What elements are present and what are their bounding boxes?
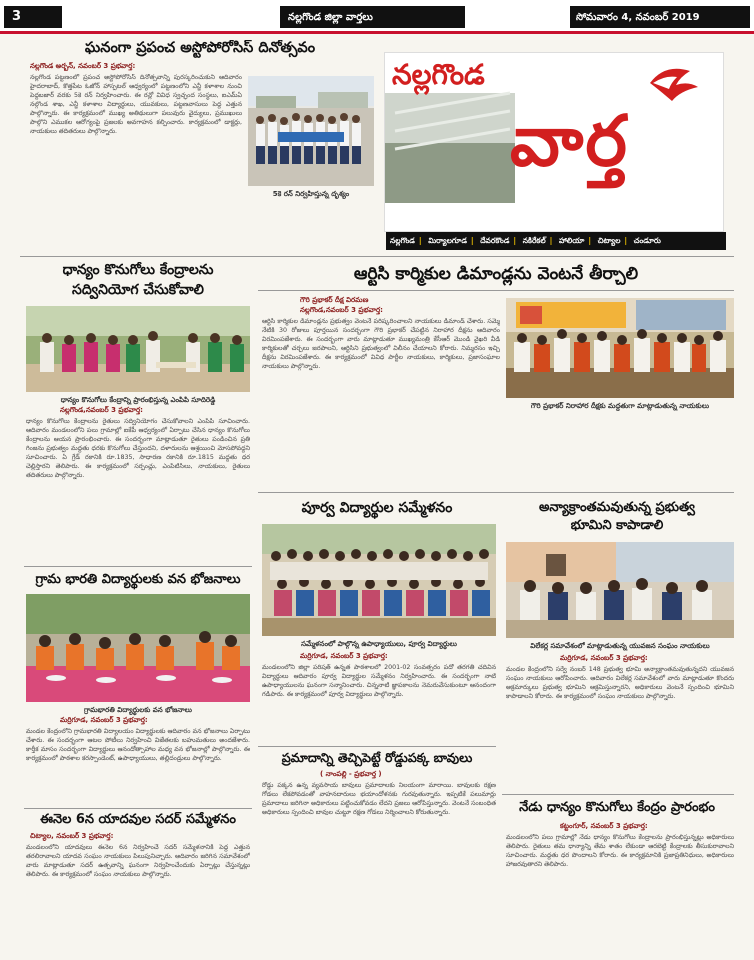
photo-caption: గౌరి ప్రభాకర్ నిరాహార దీక్షకు మద్దతుగా మాట్లాడుతున్న నాయకులు (530, 402, 710, 410)
headline-grain-centres-line2: సద్వినియోగ చేసుకోవాలి (72, 282, 204, 298)
headline-govt-land: అన్యాక్రాంతమవుతున్న ప్రభుత్వ (538, 500, 696, 515)
byline-sub: గౌరి ప్రభాకర్ దీక్ష విరమణ (300, 296, 369, 304)
photo-caption: ధాన్యం కొనుగోలు కేంద్రాన్ని ప్రారంభిస్తున్న ఎంపిపి సూదిరెడ్డి (60, 396, 216, 404)
divider (20, 256, 734, 257)
divider (502, 794, 734, 795)
article-body: మండలంలోని యాదవులు ఈనెల 6న నిర్వహించే సదర్ సమ్మేళనానికి పెద్ద ఎత్తున తరలిరావాలని యాదవ సంఘం నాయకులు పిలుపునిచ్చారు. ఆదివారం జరిగిన సమావేశంలో వారు మాట్లాడుతూ సదర్ ఉత్సవాన్ని ఘనంగా నిర్వహించేందుకు ఏర్పాట్లు చేస్తున్నట్లు తెలిపారు. ఈ కార్యక్రమంలో సంఘం నాయకులు పాల్గొన్నారు. (26, 844, 250, 878)
divider (258, 746, 496, 747)
headline-sadar-sammelanam: ఈనెల 6న యాదవుల సదర్ సమ్మేళనం (40, 812, 236, 827)
article-body: మండలంలోని జిల్లా పరిషత్ ఉన్నత పాఠశాలలో 2001-02 సంవత్సరం పదో తరగతి చదివిన విద్యార్థులు ఆదివారం పూర్వ విద్యార్థుల సమ్మేళనం నిర్వహించారు. ఈ సందర్భంగా నాటి ఉపాధ్యాయులను ఘనంగా సన్మానించారు. చిన్ననాటి జ్ఞాపకాలను నెమరువేసుకుంటూ ఆనందంగా గడిపారు. ఈ కార్యక్రమంలో పూర్వ విద్యార్థులు పాల్గొన్నారు. (262, 664, 496, 698)
picnic-photo (26, 594, 250, 702)
press-meet-photo (506, 542, 734, 638)
article-body: ధాన్యం కొనుగోలు కేంద్రాలను రైతులు సద్వినియోగం చేసుకోవాలని ఎంపిపి సూచించారు. ఆదివారం మండలంలోని పలు గ్రామాల్లో ఐకేపీ ఆధ్వర్యంలో ఏర్పాటు చేసిన ధాన్యం కొనుగోలు కేంద్రాలను ఆయన ప్రారంభించారు. ఈ సందర్భంగా మాట్లాడుతూ రైతులు పండించిన ప్రతి గింజను ప్రభుత్వం మద్దతు ధరకు కొనుగోలు చేస్తుందని, దళారులను ఆశ్రయించి మోసపోవద్దని సూచించారు. ఏ గ్రేడ్ రకానికి రూ.1835, సాధారణ రకానికి రూ.1815 మద్దతు ధర చెల్లిస్తారని తెలిపారు. ఈ కార్యక్రమంలో సర్పంచ్లు, ఎంపిటిసిలు, నాయకులు, రైతులు తదితరులు పాల్గొన్నారు. (26, 418, 250, 479)
issue-date: సోమవారం 4, నవంబర్ 2019 (570, 6, 750, 28)
article-body: ఆర్టిసి కార్మికుల డిమాండ్లను ప్రభుత్వం వెంటనే పరిష్కరించాలని నాయకులు డిమాండ్ చేశారు. సమ్మె నేటికి 30 రోజులు పూర్తయిన సందర్భంగా గౌరి ప్రభాకర్ చేపట్టిన నిరాహార దీక్షను ఆదివారం విరమింపజేశారు. ఈ సందర్భంగా వారు మాట్లాడుతూ ముఖ్యమంత్రి కేసీఆర్ మొండి వైఖరి వీడి కార్మికులతో చర్చలు జరపాలని, ఆర్టిసిని ప్రభుత్వంలో విలీనం చేయాలని కోరారు. నిమ్మరసం ఇచ్చి దీక్షను విరమింపజేశారు. ఈ కార్యక్రమంలో వివిధ పార్టీల నాయకులు, కార్మికులు, ప్రజాసంఘాల నాయకులు పాల్గొన్నారు. (262, 318, 500, 370)
article-body: నల్లగొండ పట్టణంలో ప్రపంచ అస్టోపోరోసిస్ దినోత్సవాన్ని పురస్కరించుకుని ఆదివారం హైదరాబాద్, కొత్తపేట ఓజోన్ హాస్పటల్ ఆధ్వర్యంలో పట్టణంలోని ఎన్జీ కళాశాల నుంచి పెద్దబజార్ వరకు 5కె రన్ నిర్వహించారు. ఈ రన్లో వివిధ స్వచ్ఛంద సంస్థలు, ఐఎమ్ఏ నల్గొండ శాఖ, ఎన్జీ కళాశాల విద్యార్థులు, యువకులు, పట్టణవాసులు పెద్ద ఎత్తున పాల్గొన్నారు. ఈ కార్యక్రమంలో ముఖ్య అతిథులుగా పలువురు వైద్యులు, ప్రముఖులు పాల్గొని ఎముకల ఆరోగ్యంపై ప్రజలకు అవగాహన కల్పించారు. కార్యక్రమంలో డాక్టర్లు, నాయకులు తదితరులు పాల్గొన్నారు. (30, 74, 242, 135)
photo-caption: గ్రామభారతి విద్యార్థులకు వన భోజనాలు (84, 706, 192, 714)
town-item: నకిరేకల్ (522, 236, 546, 245)
headline-vana-bhojanalu: గ్రామ భారతి విద్యార్థులకు వన భోజనాలు (35, 572, 241, 587)
byline: కట్టంగూర్, నవంబర్ 3 ప్రభవార్త: (560, 822, 648, 830)
hunger-strike-photo (506, 298, 734, 398)
masthead-title-line2: వార్త (510, 100, 629, 182)
divider (24, 566, 252, 567)
byline: నల్లగొండ అర్బన్, నవంబర్ 3 ప్రభవార్త: (30, 62, 136, 70)
byline: నల్లగొండ,నవంబర్ 3 ప్రభవార్త: (300, 306, 383, 314)
towns-strip: నల్లగొండ | మిర్యాలగూడ | దేవరకొండ | నకిరేకల్ | హాలియా | చిట్యాల | చండూరు (386, 232, 726, 250)
article-body: రోడ్డు పక్కన ఉన్న వ్యవసాయ బావులు ప్రమాదాలకు నిలయంగా మారాయి. బావులకు రక్షణ గోడలు లేకపోవడంతో వాహనదారులు భయాందోళనకు గురవుతున్నారు. ఇప్పటికే పలుమార్లు ప్రమాదాలు జరిగినా అధికారులు పట్టించుకోవడం లేదని ప్రజలు ఆరోపిస్తున్నారు. వెంటనే సంబంధిత అధికారులు స్పందించి బావుల చుట్టూ రక్షణ గోడలు నిర్మించాలని కోరుతున్నారు. (262, 782, 496, 816)
town-item: హాలియా (559, 236, 585, 245)
byline: మర్రిగూడ, నవంబర్ 3 ప్రభవార్త: (60, 716, 148, 724)
town-item: మిర్యాలగూడ (428, 236, 467, 245)
article-body: మండల కేంద్రంలోని సర్వే నంబర్ 148 ప్రభుత్వ భూమి అన్యాక్రాంతమవుతున్నదని యువజన సంఘం నాయకులు ఆరోపించారు. ఆదివారం విలేకర్ల సమావేశంలో వారు మాట్లాడుతూ కొందరు అక్రమార్కులు ప్రభుత్వ భూమిని ఆక్రమిస్తున్నారని, అధికారులు వెంటనే స్పందించి భూమిని కాపాడాలని కోరారు. ఈ కార్యక్రమంలో సంఘం నాయకులు పాల్గొన్నారు. (506, 666, 734, 700)
divider (258, 290, 734, 291)
byline: నల్లగొండ,నవంబర్ 3 ప్రభవార్త: (60, 406, 143, 414)
page-number: 3 (4, 6, 62, 28)
photo-caption: 5కె రన్ నిర్వహిస్తున్న దృశ్యం (272, 190, 350, 198)
article-body: మండలంలోని పలు గ్రామాల్లో నేడు ధాన్యం కొనుగోలు కేంద్రాలను ప్రారంభిస్తున్నట్లు అధికారులు తెలిపారు. రైతులు తమ ధాన్యాన్ని తేమ శాతం లేకుండా ఆరబెట్టి కేంద్రాలకు తీసుకురావాలని సూచించారు. మద్దతు ధర పొందాలని కోరారు. ఈ కార్యక్రమానికి ప్రజాప్రతినిధులు, అధికారులు హాజరవుతారని తెలిపారు. (506, 834, 734, 868)
byline: ( నాంపల్లి - ప్రభవార్త ) (320, 770, 382, 778)
town-item: చిట్యాల (597, 236, 621, 245)
headline-osteoporosis: ఘనంగా ప్రపంచ అస్టోపోరోసిస్ దినోత్సవం (84, 40, 316, 56)
alumni-photo (262, 524, 496, 636)
divider (258, 492, 734, 493)
run-photo (248, 76, 374, 186)
headline-grain-centres: ధాన్యం కొనుగోలు కేంద్రాలను (62, 262, 214, 278)
article-body: మండల కేంద్రంలోని గ్రామభారతి విద్యాలయం విద్యార్థులకు ఆదివారం వన భోజనాలు ఏర్పాటు చేశారు. ఈ సందర్భంగా ఆటల పోటీలు నిర్వహించి విజేతలకు బహుమతులు అందజేశారు. కార్తీక మాసం సందర్భంగా విద్యార్థులు ఆనందోత్సాహాల మధ్య వన భోజనాల్లో పాల్గొన్నారు. ఈ కార్యక్రమంలో పాఠశాల కరస్పాండెంట్, ఉపాధ్యాయులు, తల్లిదండ్రులు పాల్గొన్నారు. (26, 728, 250, 762)
town-item: నల్లగొండ (390, 236, 415, 245)
byline: మర్రిగూడ, నవంబర్ 3 ప్రభవార్త: (300, 652, 388, 660)
byline: మర్రిగూడ, నవంబర్ 3 ప్రభవార్త: (560, 654, 648, 662)
grain-centre-photo (26, 306, 250, 392)
town-item: చండూరు (633, 236, 661, 245)
headline-rtc-demands: ఆర్టిసి కార్మికుల డిమాండ్లను వెంటనే తీర్చాలి (353, 264, 639, 284)
article-body-continued (506, 412, 734, 488)
photo-caption: విలేకర్ల సమావేశంలో మాట్లాడుతున్న యువజన సంఘం నాయకులు (530, 642, 710, 650)
headline-roadside-wells: ప్రమాదాన్ని తెచ్చిపెట్టే రోడ్డుపక్క బావులు (281, 750, 473, 765)
headline-govt-land-line2: భూమిని కాపాడాలి (570, 518, 664, 533)
masthead-title-line1: నల్లగొండ (392, 58, 485, 91)
headline-grain-centre-today: నేడు ధాన్యం కొనుగోలు కేంద్రం ప్రారంభం (519, 800, 715, 815)
town-item: దేవరకొండ (480, 236, 510, 245)
byline: చిట్యాల, నవంబర్ 3 ప్రభవార్త: (30, 832, 114, 840)
headline-alumni-meet: పూర్వ విద్యార్థుల సమ్మేళనం (301, 500, 453, 516)
section-title: నల్లగొండ జిల్లా వార్తలు (280, 6, 465, 28)
photo-caption: సమ్మేళనంలో పాల్గొన్న ఉపాధ్యాయులు, పూర్వ విద్యార్థులు (301, 640, 457, 648)
divider (24, 808, 252, 809)
